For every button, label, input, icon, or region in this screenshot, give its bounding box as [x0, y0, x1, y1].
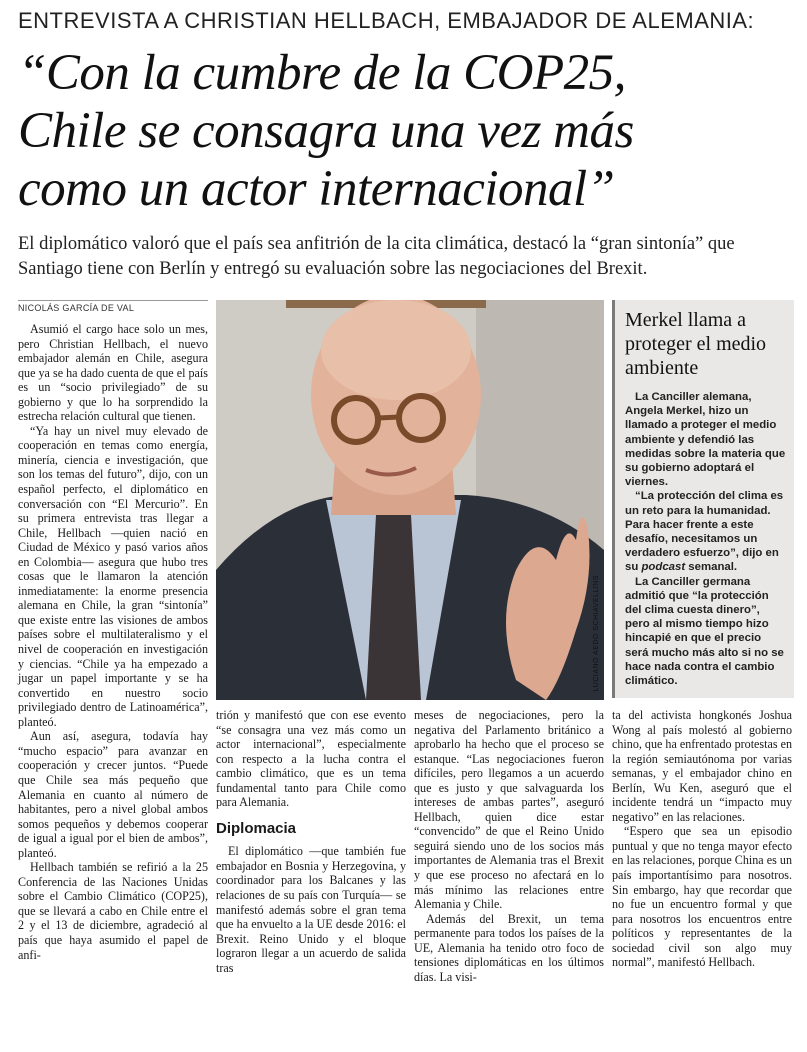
- photo-credit: LUCIANO AEDO SCHIAVELLINS: [593, 575, 600, 692]
- sidebar-paragraph: La Canciller germana admitió que “la protección del clima cuesta dinero”, pero al mismo tiempo hizo hincapié en que el precio será mucho más alto si no se hace nada contra el cambio climático.: [625, 575, 784, 688]
- paragraph: ta del activista hongkonés Joshua Wong al país molestó al gobierno chino, que ha enfrentado protestas en la región semiautónoma por varias semanas, y el embajador chino en Berlín, Wu Ken, aseguró que el incidente tendrá un “impacto muy negativo” en las relaciones.: [612, 708, 792, 824]
- portrait-illustration: [216, 300, 604, 700]
- paragraph: El diplomático —que también fue embajador en Bosnia y Herzegovina, y coordinador para los Balcanes y las relaciones de su país con Turquía— se manifestó además sobre el gran tema que ha envuelto a la UE desde 2016: el Brexit. Reino Unido y el bloque lograron llegar a un acuerdo de salida tras: [216, 844, 406, 975]
- article-column-4: [612, 708, 792, 970]
- byline: NICOLÁS GARCÍA DE VAL: [18, 300, 208, 313]
- sidebar-emphasis: podcast: [641, 561, 686, 574]
- paragraph: trión y manifestó que con ese evento “se consagra una vez más como un actor internacional”, especialmente con respecto a la lucha contra el cambio climático, que es un tema fundamental tanto para Chile como para Alemania.: [216, 708, 406, 810]
- section-subhead: Diplomacia: [216, 819, 297, 837]
- paragraph: “Ya hay un nivel muy elevado de cooperación en temas como energía, minería, ciencia e investigación, que son los temas del futuro”, dijo, con un español perfecto, el diplomático en conversación con “El Mercurio”. En su primera entrevista tras llegar a Chile, Hellbach —quien nació en Ciudad de México y pasó varios años en Colombia— asegura que hubo tres cosas que le llamaron la atención inmediatamente: la enorme presencia alemana en Chile, la gran “sintonía” que existe entre las visiones de ambos países sobre el multilateralismo y el nivel de cooperación en investigación y ciencias. “Chile ya ha empezado a jugar un papel importante y se ha convertido en nuestro socio privilegiado dentro de Latinoamérica”, planteó.: [18, 423, 208, 729]
- sidebar-title: Merkel llama a proteger el medio ambiente: [625, 309, 767, 379]
- ambassador-photo: [216, 300, 604, 700]
- sidebar-paragraph: La Canciller alemana, Angela Merkel, hizo un llamado a proteger el medio ambiente y defendió las medidas sobre la materia que su gobierno adoptará el viernes.: [625, 391, 786, 489]
- paragraph: Además del Brexit, un tema permanente para todos los países de la UE, Alemania ha tenido otro foco de tensiones diplomáticas en los últimos días. La visi-: [414, 911, 604, 984]
- sidebar-text: “La protección del clima es un reto para la humanidad. Para hacer frente a este desafío, necesitamos un verdadero esfuerzo”, dijo en su: [625, 490, 784, 574]
- headline-line: Chile se consagra una vez más: [18, 103, 634, 159]
- headline-line: “Con la cumbre de la COP25,: [18, 45, 626, 101]
- sidebar-text: semanal.: [685, 561, 738, 574]
- article-column-3: [414, 708, 604, 984]
- paragraph: Asumió el cargo hace solo un mes, pero Christian Hellbach, el nuevo embajador alemán en Chile, asegura que ya se ha dado cuenta de que el país es un “socio privilegiado” de su gobierno y que lo ha sorprendido la estrecha relación cultural que tienen.: [18, 322, 208, 424]
- paragraph: Aun así, asegura, todavía hay “mucho espacio” para avanzar en cooperación y crecer juntos. “Puede que Chile sea más pequeño que Alemania en cuanto al número de habitantes, pero a nivel global ambos somos pequeños y debemos cooperar de igual a igual por el bien de ambos”, planteó.: [18, 729, 208, 860]
- headline: [18, 44, 798, 218]
- article-column-1: [18, 322, 208, 962]
- headline-line: como un actor internacional”: [18, 161, 615, 217]
- paragraph: Hellbach también se refirió a la 25 Conferencia de las Naciones Unidas sobre el Cambio Climático (COP25), que se llevará a cabo en Chile entre el 2 y el 13 de diciembre, agradeció al país que haya asumido el papel de anfi-: [18, 860, 208, 962]
- article-kicker: ENTREVISTA A CHRISTIAN HELLBACH, EMBAJADOR DE ALEMANIA:: [18, 8, 755, 33]
- sidebar-paragraph: [625, 489, 786, 574]
- article-deck: El diplomático valoró que el país sea anfitrión de la cita climática, destacó la “gran sintonía” que Santiago tiene con Berlín y entregó su evaluación sobre las negociaciones del Brexit.: [18, 234, 735, 279]
- sidebar-box: [612, 300, 794, 698]
- article-column-2: [216, 708, 406, 975]
- paragraph: “Espero que sea un episodio puntual y que no tenga mayor efecto en las relaciones, porque China es un país importantísimo para nosotros. Sin embargo, hay que recordar que no fue un encuentro formal y que para nosotros los encuentros entre políticos y representantes de la sociedad civil son algo muy normal”, manifestó Hellbach.: [612, 824, 792, 970]
- paragraph: meses de negociaciones, pero la negativa del Parlamento británico a aprobarlo ha hecho que el proceso se estanque. “Las negociaciones fueron difíciles, pero llegamos a un acuerdo que es justo y que salvaguarda los intereses de ambas partes”, aseguró Hellbach, quien dice estar “convencido” de que el Reino Unido seguirá siendo uno de los socios más importantes de Alemania tras el Brexit y que ese proceso no afectará en lo más mínimo las relaciones entre Alemania y Chile.: [414, 708, 604, 912]
